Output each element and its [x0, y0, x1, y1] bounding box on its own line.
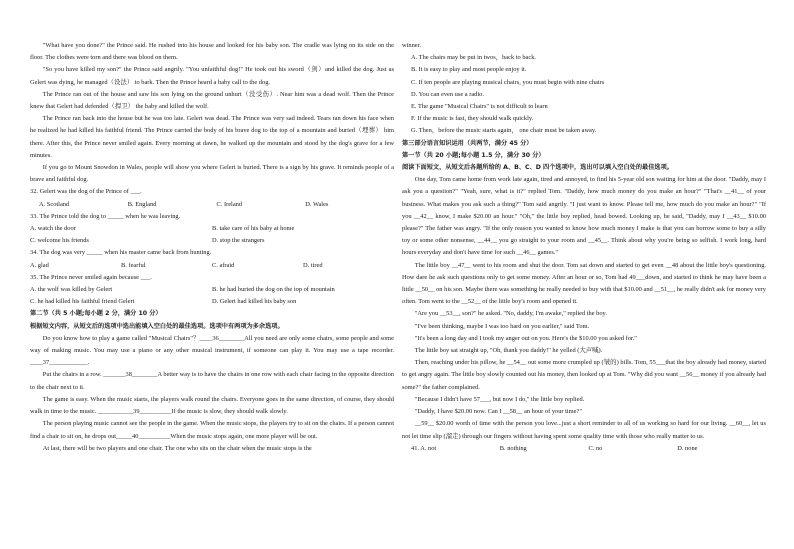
section-2-instructions: 根据短文内容，从短文后的选项中选出能填入空白处的最佳选项。选项中有两项为多余选项。 [30, 322, 284, 330]
right-column [402, 40, 766, 455]
passage-continuation: winner. [402, 42, 421, 49]
passage-paragraph: "What have you done?" the Prince said. He rushed into his house and looked for his baby son. The cradle was lying on its side on the floor. The clothes were torn and there was blood on them. [30, 42, 394, 62]
option-line: A. The chairs may be put in twos，back to back. [411, 54, 537, 62]
cloze-paragraph: "Daddy, I have $20.00 now. Can I __58__ an hour of your time?" [414, 408, 582, 416]
passage-paragraph: Do you know how to play a game called "Musical Chairs"？____36________All you need are only some chairs, some people and some way of making music. You may use a piano or any other musical instrument, if someone can play it. You may use a tape recorder. ____37____________. [30, 334, 394, 367]
passage-paragraph: The person playing music cannot see the people in the game. When the music stops, the players try to sit on the chairs. If a person cannot find a chair to sit on, he drops out_____40__________When the music stops again, one more player will be out. [30, 420, 394, 440]
option-line: B. It is easy to play and most people enjoy it. [411, 66, 527, 74]
section-1-title: 第一节（共 20 小题;每小题 1.5 分，满分 30 分） [402, 151, 545, 159]
question-34-options [30, 260, 394, 272]
question-35: 35. The Prince never smiled again because ___. [30, 273, 152, 281]
question-35-options-cd [30, 296, 394, 308]
option: D. none [677, 444, 698, 452]
option: D. Gelert had killed his baby son [212, 298, 297, 306]
question-33-options-cd [30, 235, 394, 247]
option: A. Scotland [39, 200, 70, 208]
left-column [30, 40, 394, 455]
option: C. no [588, 444, 603, 452]
option: D. stop the strangers [212, 237, 265, 245]
cloze-paragraph: "Because I didn't have 57___, but now I do," the little boy replied. [414, 395, 585, 403]
part-3-title: 第三部分语言知识运用（共两节，满分 45 分） [402, 139, 533, 147]
question-32: 32. Gelert was the dog of the Prince of ___. [30, 188, 142, 196]
option: C. he had killed his faithful friend Gelert [30, 298, 135, 306]
passage-paragraph: "So you have killed my son?" the Prince said angrily. "You unfaithful dog!" He took out his sword（剑）and killed the dog. Just as Gelert was dying, he managed（设法） to bark. Then the Prince heard a baby call to the dog. [30, 66, 394, 86]
option: C. Ireland [216, 200, 243, 208]
question-33-options-ab [30, 223, 394, 235]
option: D. Wales [305, 200, 329, 208]
cloze-paragraph: "I've been thinking, maybe I was too hard on you earlier," said Tom. [414, 322, 590, 330]
option: B. nothing [499, 444, 527, 452]
option: B. he had buried the dog on the top of mountain [212, 286, 335, 294]
question-35-options-ab [30, 284, 394, 296]
cloze-paragraph: The little boy __47__ went to his room and shut the door. Tom sat down and started to get even __48 about the little boy's questioning. How dare he ask such questions only to get some money. After an hour or so, Tom had 49___down, and started to think he may have been a little __50__ on his son. Maybe there was something he really needed to buy with that $10.00 and __51__, he really didn't ask for money very often. Tom went to the __52__ of the little boy's room and opened it. [402, 261, 766, 306]
option: B. take care of his baby at home [212, 225, 295, 233]
option-line: E. The game "Musical Chairs" is not difficult to learn [411, 103, 548, 111]
option: C. afraid [212, 261, 235, 269]
option: A. watch the door [30, 225, 76, 233]
passage-paragraph: The Prince ran out of the house and saw his son lying on the ground unhurt（没受伤）. Near him was a dead wolf. Then the Prince knew that Gelert had defended（捍卫） the baby and killed the wolf. [30, 90, 394, 111]
option-line: D. You can even use a radio. [411, 90, 484, 98]
passage-paragraph: The game is easy. When the music starts, the players walk round the chairs. Everyone goes in the same direction, of course, they should walk in time to the music. ___________39__________If the music is slow, they should walk slowly. [30, 395, 394, 416]
cloze-paragraph: "Are you __53__, son?" he asked. "No, daddy, I'm awake," replied the boy. [414, 310, 607, 318]
passage-paragraph: If you go to Mount Snowdon in Wales, people will show you where Gelert is buried. There is a sign by his grave. It reminds people of a brave and faithful dog. [30, 164, 394, 184]
passage-paragraph: The Prince ran back into the house but he was too late. Gelert was dead. The Prince was very sad indeed. Tears ran down his face when he realized he had killed his faithful friend. The Prince carried the body of his brave dog to the top of a mountain and buried（埋葬） him there. After this, the Prince never smiled again. Every morning at dawn, he walked up the mountain and stood by the dog's grave for a few minutes. [30, 115, 394, 159]
cloze-paragraph: "It's been a long day and I took my anger out on you. Here's the $10.00 you asked for." [414, 334, 637, 342]
option-line: G. Then，before the music starts again， one chair must be taken away. [411, 127, 597, 135]
option-line: C. If ten people are playing musical chairs, you must begin with nine chairs [411, 78, 605, 86]
passage-paragraph: Put the chairs in a row. _______38________A better way is to have the chairs in one row with each chair facing in the opposite direction to the chair next to it. [30, 371, 394, 391]
cloze-paragraph: Then, reaching under his pillow, he __54__ out some more crumpled up (皱的) bills. Tom, 55___that the boy already had money, started to get angry again. The little boy slowly counted out his money, then looked up at Tom. "Why did you want __56__ money if you already had some?" the father complained. [402, 359, 766, 391]
question-32-options [30, 199, 394, 211]
option: C. welcome his friends [30, 237, 89, 245]
question-34: 34. The dog was very _____ when his master came back from hunting. [30, 249, 212, 257]
cloze-paragraph: The little boy sat straight up, "Oh, thank you daddy!" he yelled (大声喊). [414, 347, 603, 355]
option: 41. A. not [411, 444, 437, 452]
question-33: 33. The Prince told the dog to _____ when he was leaving. [30, 212, 181, 220]
option: A. glad [30, 261, 49, 269]
question-41-options [402, 443, 766, 455]
option: B. England [127, 200, 157, 208]
section-2-title: 第二节（共 5 小题;每小题 2 分，满分 10 分） [30, 310, 162, 318]
cloze-paragraph: __59__ $20.00 worth of time with the person you love...just a short reminder to all of us working so hard for our living. __60__, let us not let time slip (溜走) through our fingers without having spent some quality time with those who really matter to us. [402, 420, 766, 440]
cloze-paragraph: One day, Tom came home from work late again, tired and annoyed, to find his 5-year old son waiting for him at the door. "Daddy, may I ask you a question?" "Yeah, sure, what is it?" replied Tom. "Daddy, how much money do you make an hour?" "That's __41__ of your business. What makes you ask such a thing?" Tom said angrily. "I just want to know. Please tell me, how much do you make an hour?" "If you __42__ know, I make $20.00 an hour." "Oh," the little boy replied, head bowed. Looking up, he said, "Daddy, may I __43__ $10.00 please?" The father was angry. "If the only reason you wanted to know how much money I make is that you can borrow some to buy a silly toy or some other nonsense, __44__ you go straight to your room and __45__. Think about why you're being so selfish. I work long, hard hours everyday and don't have time for such __46__ games." [402, 176, 766, 257]
option-line: F. If the music is fast, they should walk quickly. [411, 115, 534, 123]
option: B. fearful [121, 261, 146, 269]
section-1-instructions: 阅读下面短文，从短文后各题所给的 A、B、C、D 四个选项中，选出可以填入空白处的最佳选项。 [402, 164, 673, 172]
option: D. tired [303, 261, 323, 269]
passage-paragraph: At last, there will be two players and one chair. The one who sits on the chair when the music stops is the [42, 444, 312, 452]
option: A. the wolf was killed by Gelert [30, 286, 113, 294]
